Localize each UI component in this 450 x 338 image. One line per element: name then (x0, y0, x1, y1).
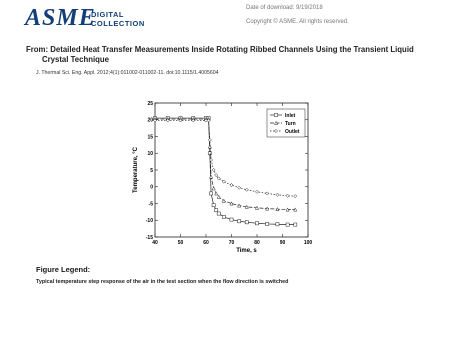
y-tick-label: 0 (150, 184, 153, 191)
data-point-turn (210, 175, 213, 178)
x-tick-label: 60 (203, 240, 209, 246)
legend-label-outlet: Outlet (285, 128, 300, 135)
data-point-inlet (215, 209, 218, 212)
y-tick-label: 10 (147, 151, 153, 158)
x-tick-label: 90 (279, 240, 286, 246)
data-point-inlet (266, 222, 269, 225)
data-point-outlet (266, 192, 269, 195)
logo-text: ASME (25, 5, 96, 31)
data-point-turn (212, 187, 215, 190)
temperature-chart (125, 96, 325, 254)
y-tick-label: -5 (148, 201, 153, 208)
y-tick-label: 5 (150, 167, 153, 174)
data-point-inlet (245, 221, 248, 224)
data-point-turn (217, 195, 220, 198)
data-point-turn (215, 192, 218, 195)
data-point-turn (208, 145, 211, 148)
article-title (26, 45, 436, 65)
x-axis-label: Time, s (236, 248, 257, 254)
x-tick-label: 100 (303, 240, 313, 246)
x-tick-label: 70 (228, 240, 235, 246)
data-point-outlet (208, 138, 211, 141)
data-point-outlet (255, 190, 258, 193)
download-date: Date of download: 9/19/2018 (246, 5, 323, 11)
data-point-outlet (245, 188, 248, 191)
data-point-outlet (230, 183, 233, 186)
data-point-inlet (210, 192, 213, 195)
data-point-outlet (238, 186, 241, 189)
logo-sub-collection: COLLECTION (91, 19, 145, 28)
data-point-outlet (286, 194, 289, 197)
asme-logo[interactable] (25, 5, 155, 31)
data-point-inlet (276, 223, 279, 226)
y-tick-label: -15 (145, 234, 153, 241)
x-tick-label: 80 (254, 240, 260, 246)
data-point-inlet (230, 218, 233, 221)
x-tick-label: 40 (152, 240, 158, 246)
logo-sub-digital: DIGITAL (91, 10, 124, 19)
copyright-notice: Copyright © ASME. All rights reserved. (246, 19, 349, 25)
data-point-outlet (212, 168, 215, 171)
y-tick-label: 20 (147, 117, 153, 124)
data-point-outlet (215, 173, 218, 176)
data-point-outlet (294, 195, 297, 198)
y-tick-label: 15 (147, 134, 153, 141)
legend-marker-inlet (274, 113, 277, 116)
article-citation: J. Thermal Sci. Eng. Appl. 2012;4(1):011002-011002-11. doi:10.1115/1.4005604 (36, 70, 219, 76)
data-point-inlet (222, 215, 225, 218)
data-point-inlet (217, 212, 220, 215)
data-point-inlet (238, 220, 241, 223)
data-point-inlet (286, 223, 289, 226)
y-tick-label: 25 (147, 100, 153, 107)
data-point-inlet (255, 222, 258, 225)
y-axis-label: Temperature, °C (133, 147, 139, 193)
figure-legend-text: Typical temperature step response of the air in the test section when the flow direction is switched (36, 279, 289, 285)
data-point-outlet (276, 193, 279, 196)
y-tick-label: -10 (145, 218, 153, 225)
article-title-line1: From: Detailed Heat Transfer Measurements Inside Rotating Ribbed Channels Using the Transient Liquid (26, 45, 414, 54)
data-point-inlet (294, 223, 297, 226)
legend-label-turn: Turn (285, 120, 296, 127)
figure-legend-heading: Figure Legend: (36, 265, 91, 274)
data-point-inlet (212, 204, 215, 207)
legend-label-inlet: Inlet (285, 112, 296, 119)
article-title-line2: Crystal Technique (42, 55, 110, 65)
x-tick-label: 50 (177, 240, 184, 246)
